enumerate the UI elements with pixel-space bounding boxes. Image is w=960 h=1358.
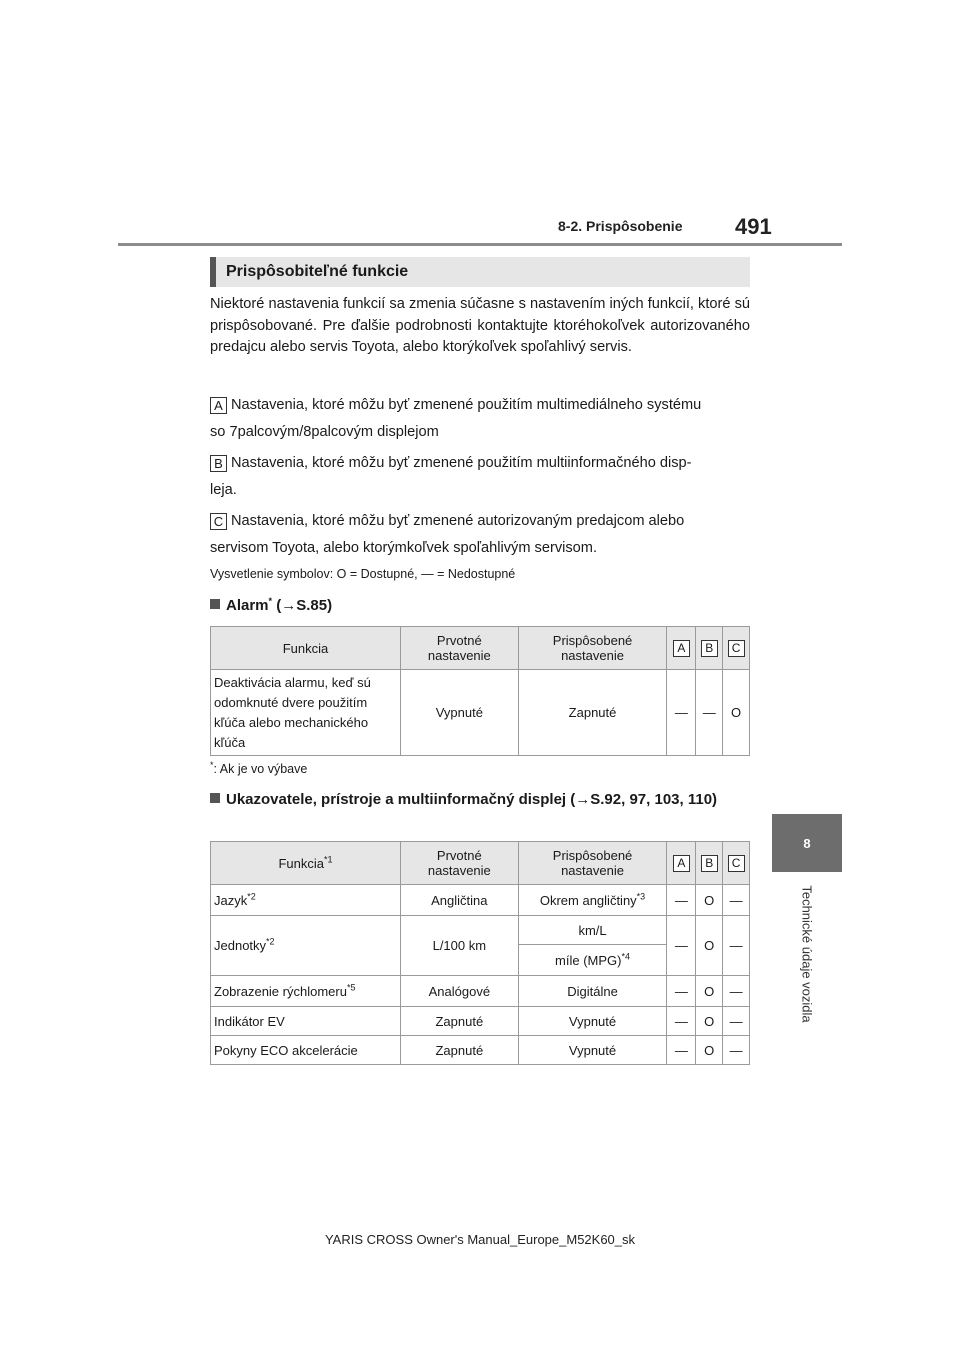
legend-b (210, 455, 692, 472)
alarm-table-header (211, 627, 750, 670)
cell-default: Zapnuté (400, 1036, 518, 1065)
cell-b: O (696, 1007, 723, 1036)
cell-default: Vypnuté (400, 670, 518, 756)
cell-custom: Vypnuté (518, 1036, 667, 1065)
legend-a-box: A (210, 397, 227, 414)
col-function-text: Funkcia (278, 855, 324, 871)
col-c (723, 842, 750, 885)
chapter-number: 8 (803, 835, 811, 851)
alarm-heading (210, 597, 332, 614)
alarm-footnote-text: : Ak je vo výbave (213, 762, 308, 776)
cell-c: — (723, 1007, 750, 1036)
cell-function (211, 916, 401, 976)
cell-custom-sup: *3 (636, 891, 646, 902)
cell-custom-text: Okrem angličtiny (539, 892, 637, 908)
cell-b: O (696, 976, 723, 1007)
cell-a: — (667, 885, 696, 916)
col-custom: Prispôsobené nastavenie (518, 842, 667, 885)
cell-custom (518, 945, 667, 976)
footer-manual-id: YARIS CROSS Owner's Manual_Europe_M52K60_sk (324, 1232, 636, 1247)
cell-a: — (667, 916, 696, 976)
cell-function: Pokyny ECO akcelerácie (211, 1036, 401, 1065)
chapter-label-text: Technické údaje vozidla (799, 885, 815, 1023)
chapter-label (795, 884, 819, 1024)
cell-custom: Digitálne (518, 976, 667, 1007)
intro-paragraph: Niektoré nastavenia funkcií sa zmenia súčasne s nastavením iných funkcií, ktoré sú prispôsobované. Pre ďalšie podrobnosti kontaktujte ktoréhokoľvek autorizovaného predajcu alebo servis Toyota, alebo ktorýkoľvek spoľahlivý servis. (210, 296, 750, 355)
alarm-footnote (210, 759, 308, 776)
col-b-box: B (701, 640, 718, 657)
cell-b: — (696, 670, 723, 756)
cell-function-text: Jazyk (214, 892, 248, 908)
col-b (696, 842, 723, 885)
cell-b: O (696, 885, 723, 916)
cell-default: L/100 km (400, 916, 518, 976)
cell-a: — (667, 1007, 696, 1036)
legend-c (210, 513, 684, 530)
cell-b: O (696, 916, 723, 976)
col-c-box: C (728, 855, 745, 872)
legend-a-text: Nastavenia, ktoré môžu byť zmenené použitím multimediálneho systému (231, 397, 702, 413)
section-title: Prispôsobiteľné funkcie (210, 257, 750, 287)
section-header: 8-2. Prispôsobenie (558, 218, 683, 234)
col-default: Prvotné nastavenie (400, 842, 518, 885)
cell-function-sup: *2 (266, 936, 275, 947)
bullet-square-icon (210, 599, 220, 609)
legend-a (210, 397, 701, 414)
legend-b-text: Nastavenia, ktoré môžu byť zmenené použitím multiinformačného disp- (231, 455, 692, 471)
col-b (696, 627, 723, 670)
cell-function: Deaktivácia alarmu, keď sú odomknuté dvere použitím kľúča alebo mechanického kľúča (211, 670, 401, 756)
legend-b-cont: leja. (210, 482, 237, 498)
cell-c: — (723, 976, 750, 1007)
cell-custom: Vypnuté (518, 1007, 667, 1036)
cell-custom (518, 885, 667, 916)
bullet-square-icon (210, 793, 220, 803)
cell-custom-sup: *4 (621, 951, 631, 962)
col-c-box: C (728, 640, 745, 657)
cell-function-sup: *2 (247, 891, 256, 902)
cell-custom: Zapnuté (518, 670, 667, 756)
table-row (211, 1036, 750, 1065)
cell-default: Angličtina (400, 885, 518, 916)
legend-c-box: C (210, 513, 227, 530)
alarm-table (210, 626, 750, 756)
col-custom: Prispôsobené nastavenie (518, 627, 667, 670)
table-row (211, 670, 750, 756)
cell-a: — (667, 670, 696, 756)
cell-c: — (723, 1036, 750, 1065)
cell-custom-text: míle (MPG) (555, 952, 622, 968)
chapter-tab (772, 814, 842, 872)
table-row (211, 1007, 750, 1036)
header-rule (118, 243, 842, 246)
legend-c-cont: servisom Toyota, alebo ktorýmkoľvek spoľahlivým servisom. (210, 540, 597, 556)
cell-function (211, 885, 401, 916)
cell-function: Indikátor EV (211, 1007, 401, 1036)
cell-function (211, 976, 401, 1007)
cell-function-text: Zobrazenie rýchlomeru (214, 983, 347, 999)
cell-default: Analógové (400, 976, 518, 1007)
cell-default: Zapnuté (400, 1007, 518, 1036)
alarm-footnote-mark: * (210, 759, 214, 770)
alarm-heading-ref: (→S.85) (276, 597, 333, 614)
legend-a-cont: so 7palcovým/8palcovým displejom (210, 424, 439, 440)
cell-custom: km/L (518, 916, 667, 945)
col-function-sup: *1 (324, 854, 333, 865)
col-function (211, 842, 401, 885)
col-a-box: A (673, 640, 690, 657)
cell-a: — (667, 1036, 696, 1065)
legend-b-box: B (210, 455, 227, 472)
col-c (723, 627, 750, 670)
page-number: 491 (735, 214, 772, 239)
gauges-heading (210, 789, 750, 811)
table-row (211, 885, 750, 916)
alarm-heading-sup: * (268, 596, 273, 606)
alarm-heading-text: Alarm (226, 597, 269, 614)
cell-c: — (723, 885, 750, 916)
col-a (667, 842, 696, 885)
cell-function-text: Jednotky (214, 938, 267, 953)
col-a (667, 627, 696, 670)
cell-c: O (723, 670, 750, 756)
col-b-box: B (701, 855, 718, 872)
gauges-table-header (211, 842, 750, 885)
cell-a: — (667, 976, 696, 1007)
symbols-note: Vysvetlenie symbolov: O = Dostupné, — = Nedostupné (210, 567, 516, 581)
col-default: Prvotné nastavenie (400, 627, 518, 670)
col-function: Funkcia (211, 627, 401, 670)
col-a-box: A (673, 855, 690, 872)
cell-b: O (696, 1036, 723, 1065)
gauges-table (210, 841, 750, 1065)
legend-c-text: Nastavenia, ktoré môžu byť zmenené autorizovaným predajcom alebo (231, 513, 685, 529)
table-row (211, 976, 750, 1007)
table-row (211, 916, 750, 945)
cell-c: — (723, 916, 750, 976)
cell-function-sup: *5 (346, 982, 356, 993)
gauges-heading-text: Ukazovatele, prístroje a multiinformačný displej (→S.92, 97, 103, 110) (226, 791, 718, 808)
